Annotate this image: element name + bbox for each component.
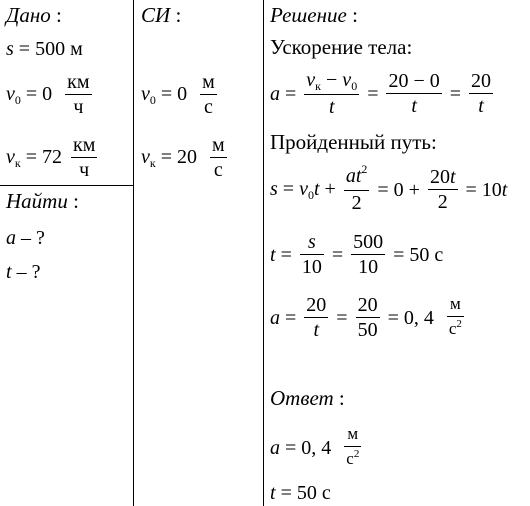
acceleration-label: Ускорение тела: <box>270 35 413 59</box>
solution-header: Решение : <box>270 3 358 27</box>
given-initial-speed: $v_0 = 0$ $\frac{км}{ч}$ <box>6 71 90 118</box>
answer-acceleration: a = 0, 4 $\frac{м}{с^2}$ <box>270 424 360 468</box>
given-distance: s = 500 м <box>6 38 83 60</box>
find-item-acceleration: a – ? <box>6 227 45 249</box>
given-header: Дано : <box>6 3 62 27</box>
time-formula: t = $\frac{s}{10}$ = $\frac{500}{10}$ = 50 с <box>270 231 444 278</box>
answer-time: t = 50 с <box>270 482 331 504</box>
vertical-divider-left <box>133 0 134 506</box>
si-final-speed: $v_к = 20$ $\frac{м}{с}$ <box>141 134 225 181</box>
find-header: Найти : <box>6 189 79 213</box>
acceleration-formula: a = $\frac{v_к - v_0}{t}$ = $\frac{20 - 0}{t}$ = $\frac{20}{t}$ <box>270 69 492 118</box>
find-item-time: t – ? <box>6 261 41 283</box>
path-formula: $s = v_0t$ + $\frac{at^2}{2}$ = 0 + $\frac{20t}{2}$ = 10t <box>270 162 508 214</box>
vertical-divider-right <box>263 0 264 506</box>
given-bottom-border <box>0 185 133 186</box>
answer-header: Ответ : <box>270 386 345 410</box>
si-header: СИ : <box>141 3 182 27</box>
given-final-speed: $v_к = 72$ $\frac{км}{ч}$ <box>6 134 96 181</box>
si-initial-speed: $v_0 = 0$ $\frac{м}{с}$ <box>141 71 215 118</box>
acceleration-value-formula: a = $\frac{20}{t}$ = $\frac{20}{50}$ = 0, 4 $\frac{м}{с^2}$ <box>270 294 462 341</box>
path-label: Пройденный путь: <box>270 130 437 154</box>
